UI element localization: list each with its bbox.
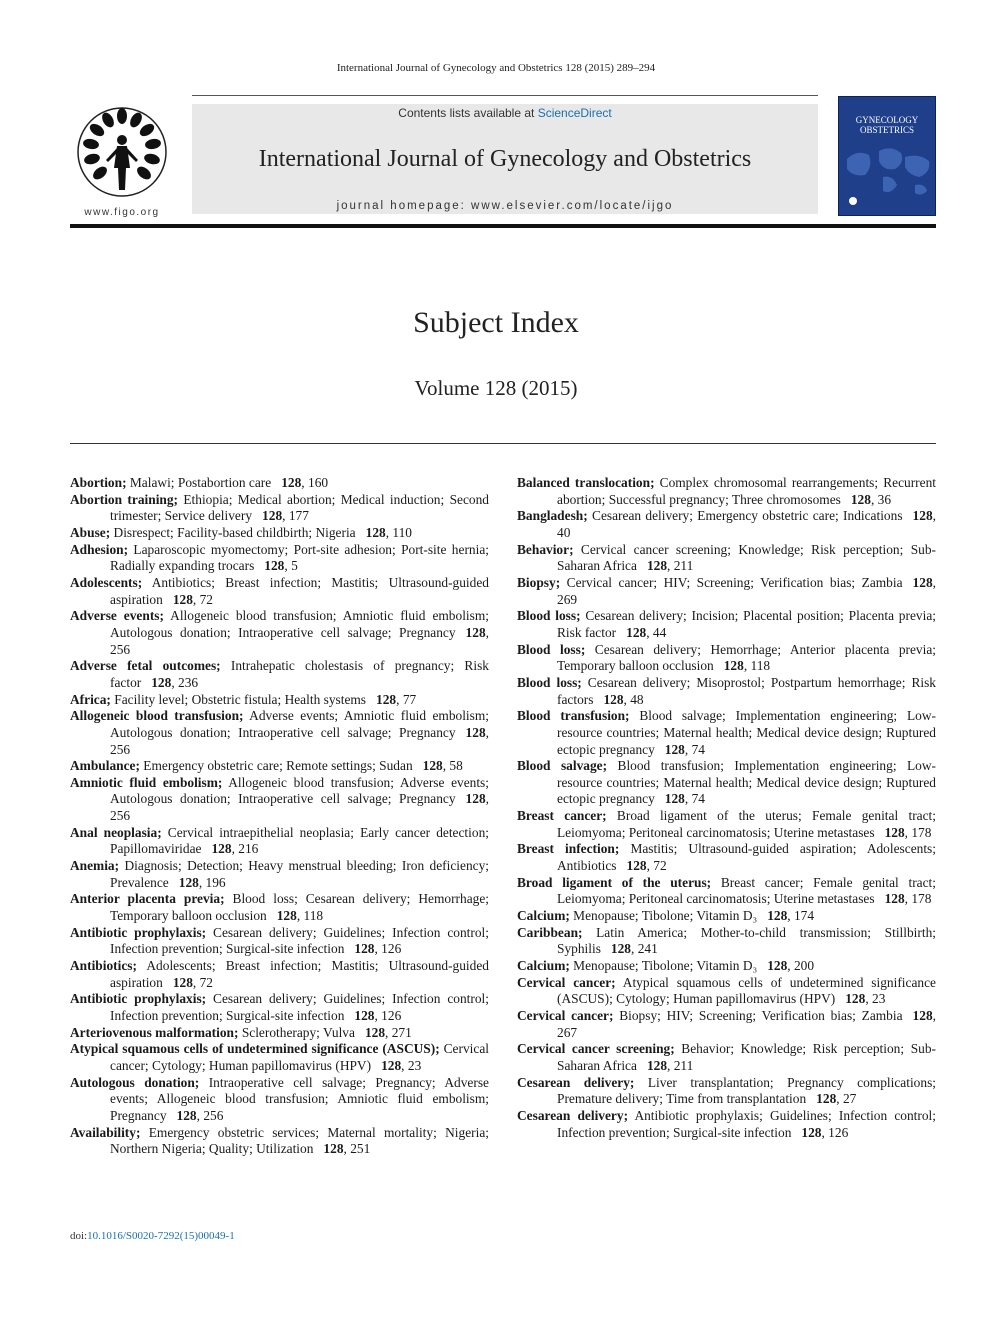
volume-number: 128 — [626, 858, 647, 874]
journal-title: International Journal of Gynecology and Obstetrics — [258, 146, 752, 172]
contents-prefix: Contents lists available at — [398, 106, 538, 120]
volume-number: 128 — [364, 1024, 386, 1040]
index-entry — [70, 925, 489, 958]
index-term: Adverse events; — [70, 608, 164, 624]
index-entry — [70, 658, 489, 691]
index-entry — [517, 875, 936, 908]
index-term: Anal neoplasia; — [70, 824, 162, 840]
index-term: Anterior placenta previa; — [70, 891, 225, 907]
index-entry — [517, 1108, 936, 1141]
index-term: Antibiotics; — [70, 958, 137, 974]
index-entry — [517, 908, 936, 925]
page-number: , 126 — [374, 941, 402, 957]
index-term: Blood loss; — [517, 641, 586, 657]
volume-number: 128 — [912, 508, 933, 524]
index-keywords: Ethiopia; Medical abortion; Medical induction; Second trimester; Service delivery — [110, 491, 489, 524]
volume-number: 128 — [172, 591, 193, 607]
index-term: Cervical cancer; — [517, 1008, 614, 1023]
page-number: , 211 — [667, 1057, 694, 1073]
page-number: , 177 — [282, 508, 309, 524]
index-entry — [517, 475, 936, 508]
index-entry — [517, 808, 936, 841]
page-number: , 126 — [374, 1008, 402, 1023]
index-term: Broad ligament of the uterus; — [517, 874, 712, 890]
page-number: , 77 — [396, 691, 417, 707]
page-number: , 27 — [836, 1091, 857, 1107]
index-entry — [70, 692, 489, 709]
index-entry — [70, 542, 489, 575]
page-number: , 58 — [442, 758, 463, 774]
cover-title: GYNECOLOGY OBSTETRICS — [855, 115, 919, 135]
volume-number: 128 — [767, 908, 788, 924]
index-entry — [517, 608, 936, 641]
title-divider — [70, 443, 936, 444]
index-term: Arteriovenous malformation; — [70, 1024, 239, 1040]
volume-number: 128 — [884, 824, 905, 840]
index-term: Abuse; — [70, 524, 111, 540]
index-term: Abortion training; — [70, 491, 179, 507]
page-number: , 118 — [743, 658, 771, 674]
index-keywords: Mastitis; Ultrasound-guided aspiration; Adolescents; Antibiotics — [557, 841, 936, 874]
index-keywords: Sclerotherapy; Vulva — [238, 1024, 355, 1040]
volume-number: 128 — [912, 574, 933, 590]
page-number: , 48 — [623, 691, 644, 707]
volume-number: 128 — [264, 558, 285, 574]
index-column-right — [517, 475, 936, 1141]
index-entry — [70, 991, 489, 1024]
index-keywords: Diagnosis; Detection; Heavy menstrual bleeding; Iron deficiency; Prevalence — [110, 858, 489, 890]
volume-number: 128 — [276, 908, 297, 924]
volume-number: 128 — [884, 891, 905, 907]
page-number: , 269 — [557, 574, 936, 607]
volume-number: 128 — [211, 841, 232, 857]
volume-number: 128 — [151, 674, 172, 690]
page-number: , 256 — [196, 1107, 224, 1123]
index-keywords: Behavior; Knowledge; Risk perception; Sub-Saharan Africa — [557, 1041, 936, 1073]
index-term: Atypical squamous cells of undetermined significance (ASCUS); — [70, 1041, 440, 1057]
figo-tree-icon — [70, 102, 174, 202]
index-term: Cesarean delivery; — [517, 1107, 629, 1123]
index-term: Adolescents; — [70, 574, 143, 590]
volume-number: 128 — [646, 558, 668, 574]
index-term: Cesarean delivery; — [517, 1074, 635, 1090]
index-keywords: Blood loss; Cesarean delivery; Hemorrhage; Temporary balloon occlusion — [110, 891, 489, 924]
index-keywords: Laparoscopic myomectomy; Port-site adhesion; Port-site hernia; Radially expanding trocars — [110, 541, 489, 574]
index-keywords: Cervical intraepithelial neoplasia; Early cancer detection; Papillomaviridae — [110, 824, 489, 857]
volume-number: 128 — [178, 874, 199, 890]
volume-number: 128 — [465, 624, 486, 640]
index-keywords: Atypical squamous cells of undetermined significance (ASCUS); Cytology; Human papillomavirus (HPV) — [557, 974, 936, 1007]
page-number: , 160 — [301, 475, 329, 490]
index-entry — [70, 958, 489, 991]
index-entry — [517, 675, 936, 708]
volume-number: 128 — [626, 624, 647, 640]
volume-number: 128 — [603, 691, 624, 707]
index-term: Anemia; — [70, 858, 120, 874]
page-number: , 256 — [110, 791, 489, 824]
index-term: Balanced translocation; — [517, 475, 655, 490]
index-keywords: Cesarean delivery; Guidelines; Infection control; Infection prevention; Surgical-site infection — [110, 924, 489, 957]
index-entry — [517, 575, 936, 608]
index-term: Breast infection; — [517, 841, 620, 857]
volume-number: 128 — [281, 475, 302, 490]
volume-number: 128 — [801, 1124, 822, 1140]
index-entry — [517, 975, 936, 1008]
index-entry — [70, 525, 489, 542]
index-term: Blood loss; — [517, 674, 582, 690]
journal-masthead — [70, 96, 936, 224]
index-keywords: Emergency obstetric care; Remote settings; Sudan — [139, 758, 413, 774]
journal-cover — [838, 96, 936, 216]
index-entry — [517, 1075, 936, 1108]
index-keywords: Allogeneic blood transfusion; Adverse events; Autologous donation; Intraoperative cell salvage; Pregnancy — [110, 774, 489, 807]
journal-homepage[interactable]: journal homepage: www.elsevier.com/locate/ijgo — [336, 200, 674, 212]
volume-number: 128 — [376, 691, 397, 707]
index-entry — [517, 708, 936, 758]
figo-logo — [70, 102, 174, 218]
page-number: , 72 — [192, 591, 213, 607]
index-entry — [70, 825, 489, 858]
index-entry — [70, 708, 489, 758]
page-number: , 256 — [110, 624, 489, 657]
doi-line — [70, 1230, 235, 1242]
index-entry — [70, 1125, 489, 1158]
header-rule — [70, 224, 936, 228]
index-entry — [70, 475, 489, 492]
index-term: Availability; — [70, 1124, 141, 1140]
page-number: , 251 — [343, 1141, 371, 1157]
index-keywords: Latin America; Mother-to-child transmission; Stillbirth; Syphilis — [557, 924, 936, 957]
volume-label: Volume 128 (2015) — [414, 376, 578, 400]
index-entry — [70, 492, 489, 525]
index-keywords: Menopause; Tibolone; Vitamin D₃ — [569, 958, 758, 974]
page-number: , 23 — [401, 1057, 422, 1073]
volume-number: 128 — [610, 941, 631, 957]
volume-number: 128 — [422, 758, 443, 774]
index-entry — [517, 1008, 936, 1041]
index-keywords: Facility level; Obstetric fistula; Health systems — [110, 691, 367, 707]
index-entry — [70, 891, 489, 924]
index-keywords: Cesarean delivery; Hemorrhage; Anterior placenta previa; Temporary balloon occlusion — [557, 641, 937, 674]
index-term: Cervical cancer screening; — [517, 1041, 675, 1057]
index-term: Blood loss; — [517, 608, 581, 624]
page-number: , 174 — [787, 908, 815, 924]
index-entry — [517, 758, 936, 808]
volume-number: 128 — [850, 491, 871, 507]
index-keywords: Cervical cancer screening; Knowledge; Risk perception; Sub-Saharan Africa — [557, 541, 936, 574]
page-number: , 118 — [296, 908, 324, 924]
index-entry — [70, 575, 489, 608]
index-keywords: Complex chromosomal rearrangements; Recurrent abortion; Successful pregnancy; Three chromosomes — [557, 475, 936, 507]
volume-number: 128 — [354, 941, 375, 957]
index-keywords: Antibiotic prophylaxis; Guidelines; Infection control; Infection prevention; Surgical-site infection — [557, 1107, 936, 1140]
index-entry — [70, 608, 489, 658]
index-term: Amniotic fluid embolism; — [70, 774, 223, 790]
index-keywords: Intrahepatic cholestasis of pregnancy; Risk factor — [110, 658, 489, 690]
page-number: , 256 — [110, 724, 489, 757]
volume-number: 128 — [365, 524, 386, 540]
page-number: , 40 — [557, 508, 936, 540]
volume-number: 128 — [845, 991, 866, 1007]
index-term: Biopsy; — [517, 574, 561, 590]
page-number: , 110 — [385, 524, 413, 540]
page-number: , 196 — [198, 874, 226, 890]
index-entry — [517, 1041, 936, 1074]
sciencedirect-link[interactable]: ScienceDirect — [537, 106, 612, 120]
volume-number: 128 — [912, 1008, 933, 1023]
index-column-left — [70, 475, 489, 1158]
index-keywords: Adverse events; Amniotic fluid embolism; Autologous donation; Intraoperative cell salvage; Pregnancy — [110, 708, 489, 740]
page-number: , 216 — [231, 841, 259, 857]
index-term: Blood transfusion; — [517, 708, 630, 724]
index-keywords: Allogeneic blood transfusion; Amniotic fluid embolism; Autologous donation; Intraoperative cell salvage; Pregnancy — [110, 608, 489, 640]
page-number: , 267 — [557, 1008, 936, 1040]
index-keywords: Emergency obstetric services; Maternal mortality; Nigeria; Northern Nigeria; Quality; Utilization — [110, 1124, 489, 1157]
volume-number: 128 — [172, 974, 193, 990]
index-term: Breast cancer; — [517, 808, 607, 824]
doi-link[interactable]: 10.1016/S0020-7292(15)00049-1 — [87, 1230, 235, 1242]
index-keywords: Broad ligament of the uterus; Female genital tract; Leiomyoma; Peritoneal carcinomatosis; Uterine metastases — [557, 808, 936, 840]
volume-number: 128 — [354, 1008, 375, 1023]
index-keywords: Cervical cancer; Cytology; Human papillomavirus (HPV) — [110, 1041, 489, 1073]
index-keywords: Cesarean delivery; Emergency obstetric care; Indications — [587, 508, 903, 524]
volume-number: 128 — [664, 741, 685, 757]
page-title: Subject Index — [413, 306, 579, 339]
index-term: Adverse fetal outcomes; — [70, 658, 221, 674]
index-term: Blood salvage; — [517, 758, 608, 774]
index-entry — [517, 508, 936, 541]
index-keywords: Disrespect; Facility-based childbirth; Nigeria — [110, 524, 356, 540]
index-term: Antibiotic prophylaxis; — [70, 991, 207, 1007]
index-keywords: Liver transplantation; Pregnancy complications; Premature delivery; Time from transplantation — [557, 1074, 936, 1107]
page-number: , 23 — [865, 991, 886, 1007]
index-keywords: Antibiotics; Breast infection; Mastitis; Ultrasound-guided aspiration — [110, 574, 489, 607]
doi-prefix: doi: — [70, 1230, 88, 1242]
volume-number: 128 — [646, 1057, 668, 1073]
index-keywords: Menopause; Tibolone; Vitamin D₃ — [569, 908, 758, 924]
volume-number: 128 — [664, 791, 685, 807]
index-entry — [517, 642, 936, 675]
journal-citation: International Journal of Gynecology and Obstetrics 128 (2015) 289–294 — [336, 62, 656, 74]
index-term: Abortion; — [70, 475, 127, 490]
page-number: , 36 — [870, 491, 892, 507]
index-entry — [70, 1025, 489, 1042]
index-keywords: Breast cancer; Female genital tract; Leiomyoma; Peritoneal carcinomatosis; Uterine metastases — [557, 874, 936, 907]
index-keywords: Cervical cancer; HIV; Screening; Verification bias; Zambia — [560, 574, 903, 590]
index-keywords: Cesarean delivery; Guidelines; Infection control; Infection prevention; Surgical-site infection — [110, 991, 489, 1023]
index-term: Africa; — [70, 691, 111, 707]
volume-number: 128 — [816, 1091, 837, 1107]
page-number: , 200 — [787, 958, 815, 974]
index-entry — [517, 542, 936, 575]
page-number: , 44 — [646, 624, 667, 640]
index-term: Cervical cancer; — [517, 974, 616, 990]
page-number: , 126 — [821, 1124, 849, 1140]
index-term: Ambulance; — [70, 758, 140, 774]
index-keywords: Adolescents; Breast infection; Mastitis; Ultrasound-guided aspiration — [110, 958, 489, 990]
page-number: , 72 — [192, 974, 213, 990]
figo-url[interactable]: www.figo.org — [84, 207, 160, 218]
index-term: Allogeneic blood transfusion; — [70, 708, 244, 724]
page-number: , 211 — [667, 558, 694, 574]
index-keywords: Intraoperative cell salvage; Pregnancy; Adverse events; Allogeneic blood transfusion; Amniotic fluid embolism; Pregnancy — [110, 1074, 489, 1123]
index-entry — [70, 775, 489, 825]
index-term: Calcium; — [517, 908, 570, 924]
index-term: Calcium; — [517, 958, 570, 974]
index-term: Behavior; — [517, 541, 574, 557]
index-term: Antibiotic prophylaxis; — [70, 924, 207, 940]
index-term: Adhesion; — [70, 541, 129, 557]
index-entry — [517, 841, 936, 874]
page-number: , 72 — [646, 858, 667, 874]
index-keywords: Malawi; Postabortion care — [126, 475, 272, 490]
index-keywords: Blood salvage; Implementation engineering; Low-resource countries; Maternal health; Medical device design; Ruptured ectopic pregnancy — [557, 708, 936, 757]
page-number: , 74 — [684, 741, 705, 757]
volume-number: 128 — [262, 508, 283, 524]
page-number: , 271 — [385, 1024, 412, 1040]
volume-number: 128 — [323, 1141, 344, 1157]
index-term: Autologous donation; — [70, 1074, 200, 1090]
volume-number: 128 — [381, 1057, 402, 1073]
index-keywords: Biopsy; HIV; Screening; Verification bias; Zambia — [613, 1008, 903, 1023]
index-entry — [70, 858, 489, 891]
index-term: Caribbean; — [517, 924, 583, 940]
journal-banner — [192, 104, 818, 214]
contents-line — [192, 106, 818, 120]
index-keywords: Cesarean delivery; Incision; Placental position; Placenta previa; Risk factor — [557, 608, 936, 640]
page-number: , 236 — [171, 674, 199, 690]
index-term: Bangladesh; — [517, 508, 588, 524]
volume-number: 128 — [465, 791, 486, 807]
page-number: , 178 — [904, 824, 932, 840]
volume-number: 128 — [723, 658, 744, 674]
index-entry — [517, 958, 936, 975]
index-entry — [70, 1041, 489, 1074]
index-entry — [70, 1075, 489, 1125]
volume-number: 128 — [465, 724, 486, 740]
index-keywords: Blood transfusion; Implementation engineering; Low-resource countries; Maternal health; Medical device design; Ruptured ectopic pregnancy — [557, 758, 937, 807]
page-number: , 241 — [631, 941, 658, 957]
volume-number: 128 — [767, 958, 788, 974]
page-number: , 178 — [904, 891, 932, 907]
volume-number: 128 — [176, 1107, 197, 1123]
index-keywords: Cesarean delivery; Misoprostol; Postpartum hemorrhage; Risk factors — [557, 674, 936, 707]
page-number: , 5 — [284, 558, 298, 574]
index-entry — [517, 925, 936, 958]
page-number: , 74 — [684, 791, 705, 807]
index-entry — [70, 758, 489, 775]
